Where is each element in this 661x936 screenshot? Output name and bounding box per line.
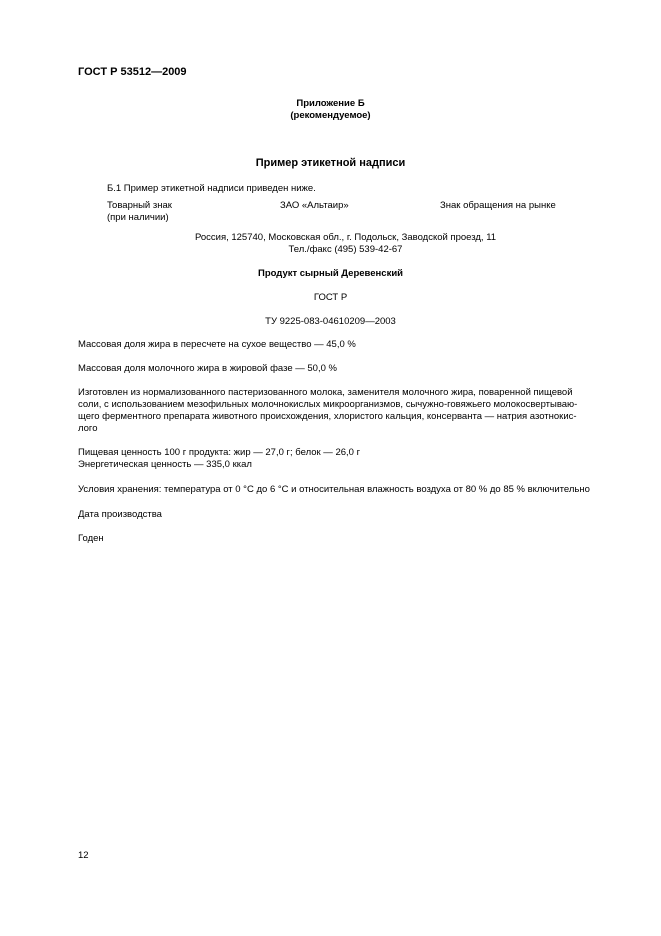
document-header: ГОСТ Р 53512—2009 bbox=[78, 66, 187, 78]
composition-line: щего ферментного препарата животного происхождения, хлористого кальция, консерванта — натрия азотнокис- bbox=[78, 411, 577, 422]
trademark-label-line2: (при наличии) bbox=[107, 212, 169, 223]
appendix-title: Приложение Б bbox=[296, 98, 365, 109]
market-sign-label: Знак обращения на рынке bbox=[440, 200, 556, 211]
company-phone: Тел./факс (495) 539-42-67 bbox=[288, 244, 403, 255]
page-number: 12 bbox=[78, 850, 89, 861]
product-name: Продукт сырный Деревенский bbox=[257, 268, 404, 279]
trademark-label-line1: Товарный знак bbox=[107, 200, 172, 211]
company-name: ЗАО «Альтаир» bbox=[280, 200, 349, 211]
intro-paragraph: Б.1 Пример этикетной надписи приведен ниже. bbox=[107, 183, 316, 194]
milk-fat-fraction: Массовая доля молочного жира в жировой фазе — 50,0 % bbox=[78, 363, 337, 374]
storage-conditions: Условия хранения: температура от 0 °С до 6 °С и относительная влажность воздуха от 80 % до 85 % включительно bbox=[78, 484, 590, 495]
fat-dry-matter: Массовая доля жира в пересчете на сухое вещество — 45,0 % bbox=[78, 339, 356, 350]
energy-value: Энергетическая ценность — 335,0 ккал bbox=[78, 459, 252, 470]
composition-line: соли, с использованием мезофильных молочнокислых микроорганизмов, сычужно-говяжьего молокосвертываю- bbox=[78, 399, 578, 410]
production-date-label: Дата производства bbox=[78, 509, 162, 520]
composition-line: Изготовлен из нормализованного пастеризованного молока, заменителя молочного жира, поваренной пищевой bbox=[78, 387, 573, 398]
company-address: Россия, 125740, Московская обл., г. Подольск, Заводской проезд, 11 bbox=[194, 232, 497, 243]
appendix-subtitle: (рекомендуемое) bbox=[290, 110, 371, 121]
best-before-label: Годен bbox=[78, 533, 104, 544]
product-standard: ГОСТ Р bbox=[313, 292, 348, 303]
section-title: Пример этикетной надписи bbox=[255, 157, 406, 169]
composition-line: лого bbox=[78, 423, 98, 434]
product-tu: ТУ 9225-083-04610209—2003 bbox=[265, 316, 396, 327]
nutrition-value: Пищевая ценность 100 г продукта: жир — 27,0 г; белок — 26,0 г bbox=[78, 447, 361, 458]
